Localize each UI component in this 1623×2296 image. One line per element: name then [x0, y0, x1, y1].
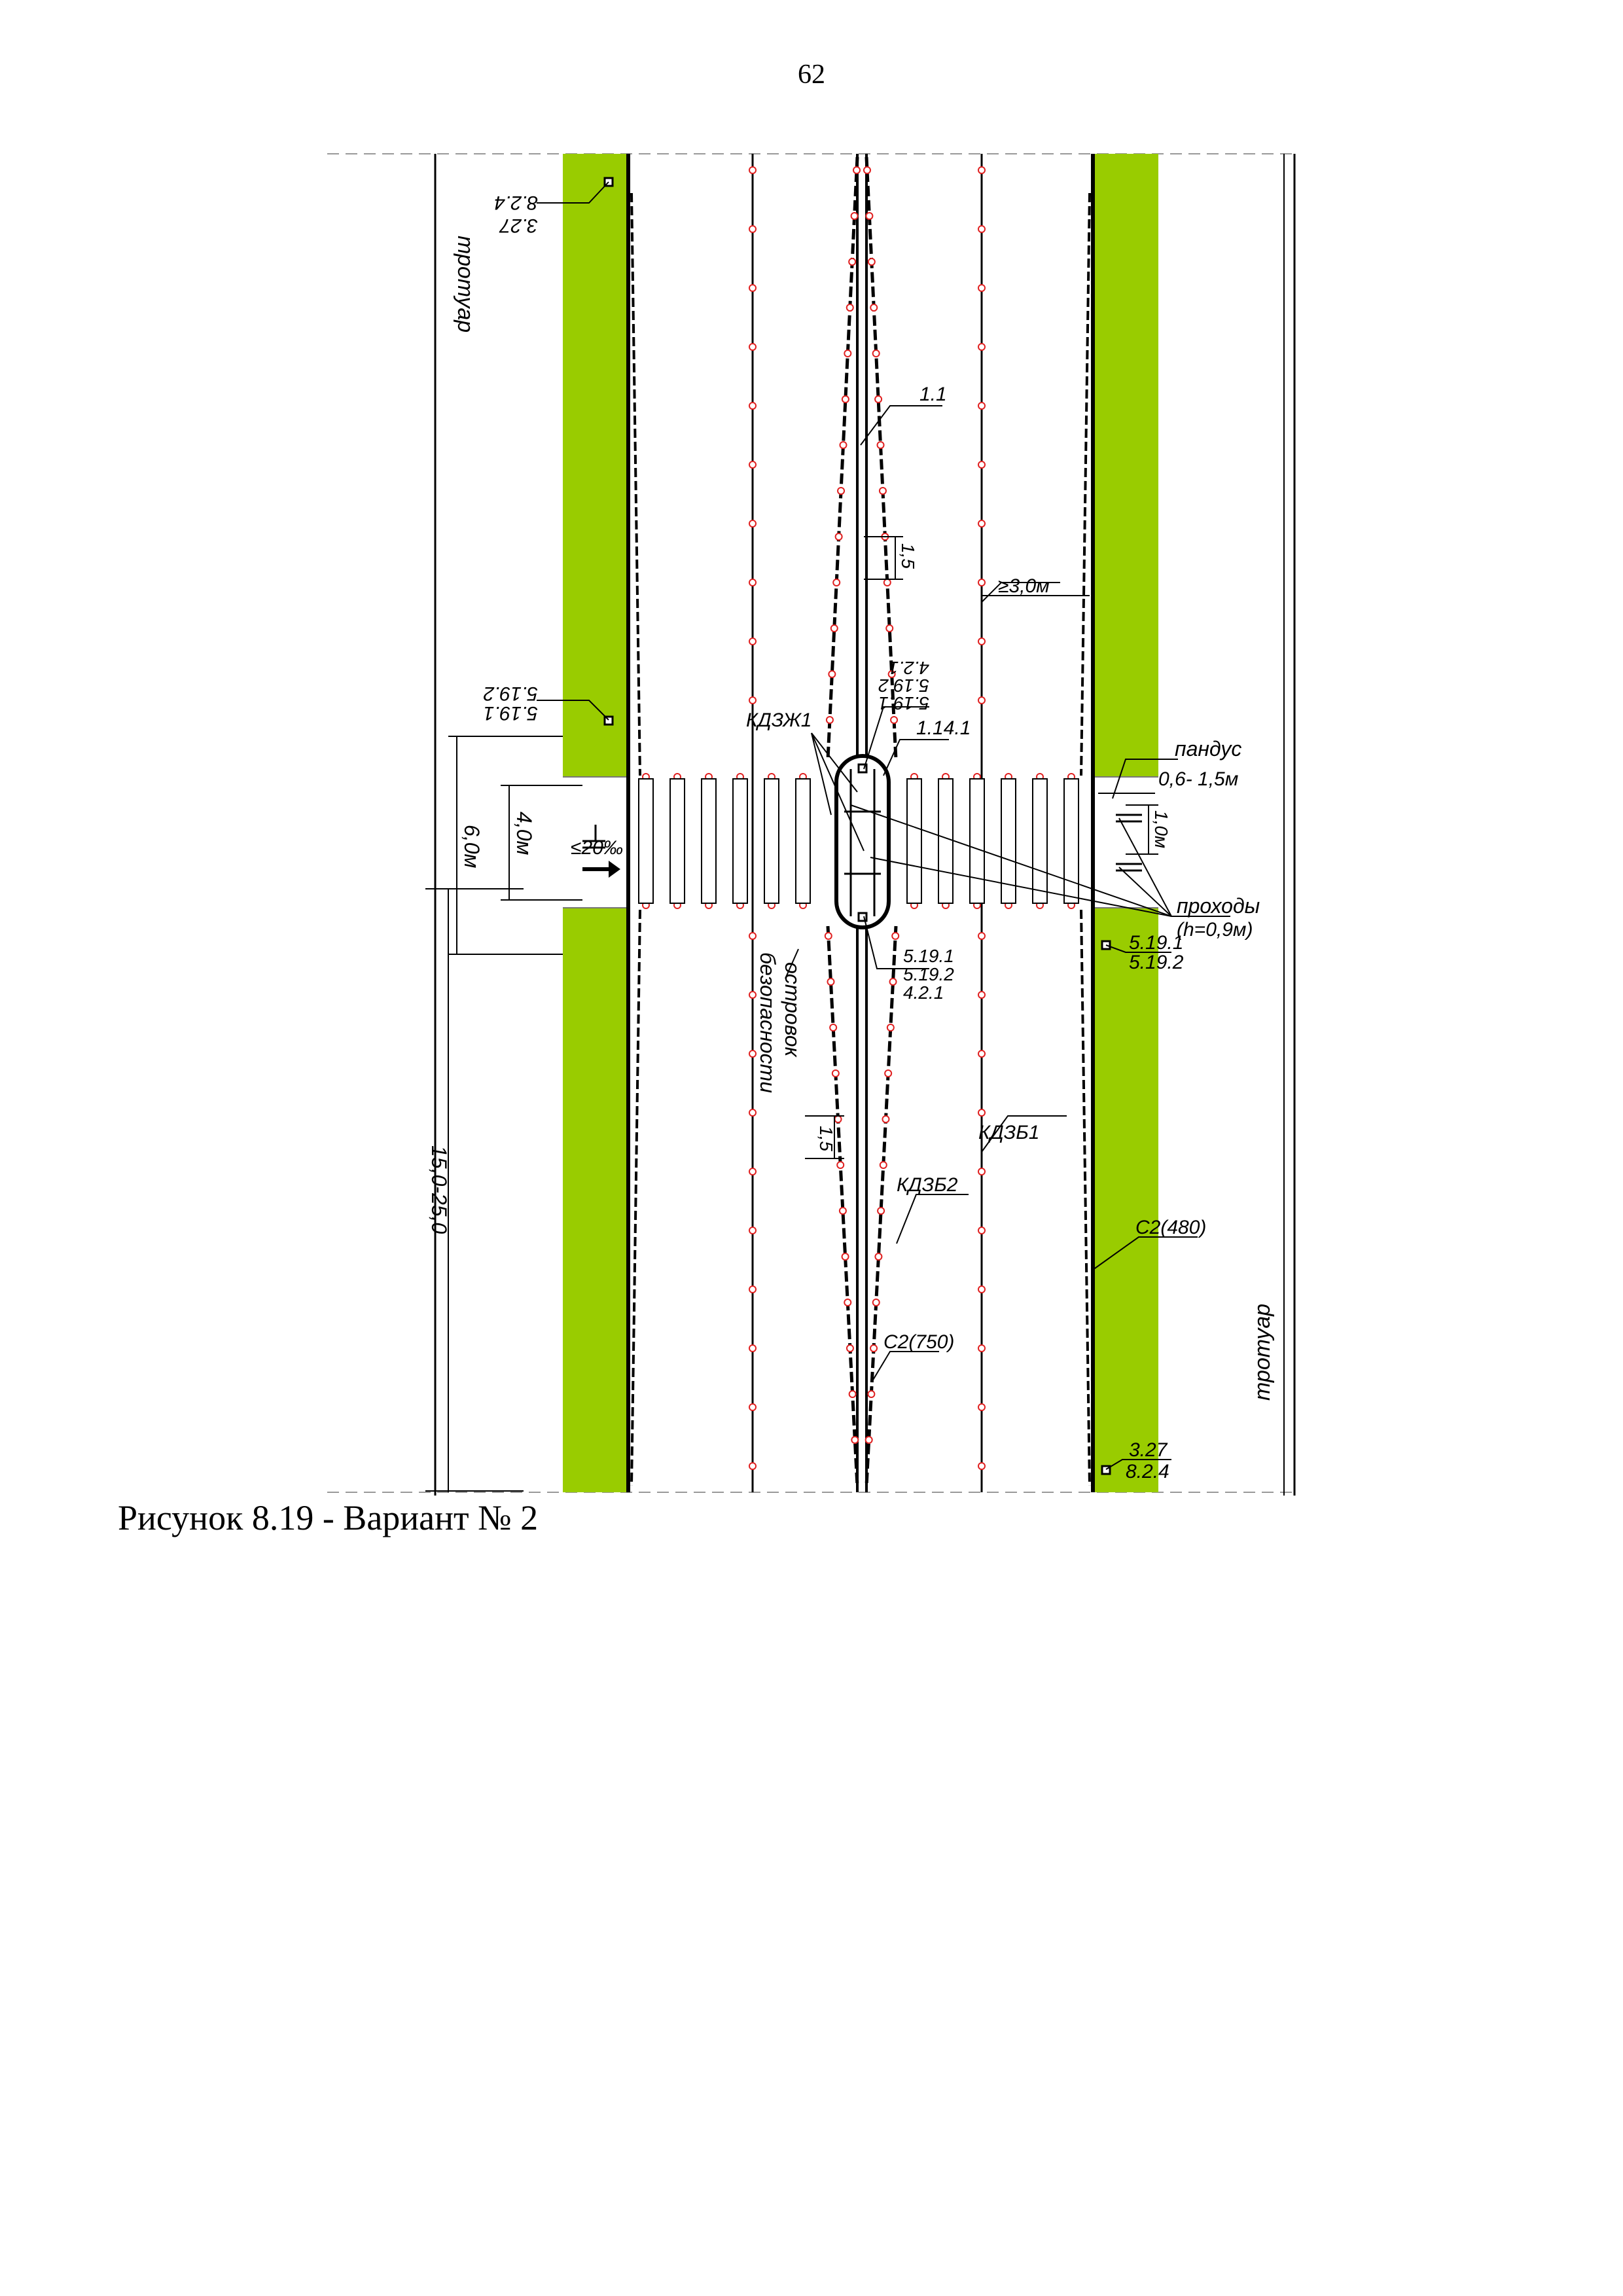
reflector-dot	[978, 1404, 985, 1410]
left-verge-top	[563, 154, 628, 777]
reflector-dot	[749, 992, 756, 998]
figure-caption: Рисунок 8.19 - Вариант № 2	[118, 1498, 539, 1537]
reflector-dot	[838, 488, 844, 494]
crosswalk-diagram	[327, 131, 1309, 1505]
reflector-dot	[978, 344, 985, 350]
reflector-dot	[978, 226, 985, 232]
island-bottom-3: 4.2.1	[903, 982, 944, 1003]
zebra-stripe	[670, 779, 685, 903]
reflector-dot	[749, 579, 756, 586]
reflector-dot	[853, 167, 860, 173]
dim-3m-label: ≥3,0м	[998, 575, 1050, 597]
reflector-dot	[978, 167, 985, 173]
reflector-dot	[749, 1050, 756, 1057]
sign-left-2: 5.19.2	[483, 683, 538, 704]
reflector-dot	[880, 1162, 887, 1168]
reflector-dot	[833, 579, 840, 586]
island-bottom-1: 5.19.1	[903, 946, 954, 966]
reflector-dot	[847, 304, 853, 311]
reflector-dot	[978, 403, 985, 409]
reflector-dot	[749, 520, 756, 527]
right-taper-line	[1081, 193, 1090, 1486]
island-top-2: 5.19.2	[878, 675, 929, 696]
reflector-dot	[878, 442, 884, 448]
sign-top-left-2: 8.2.4	[494, 192, 538, 213]
island-bottom-2: 5.19.2	[903, 964, 954, 984]
reflector-dot	[978, 579, 985, 586]
reflector-dot	[749, 1168, 756, 1175]
reflector-dot	[749, 461, 756, 468]
reflector-dot	[842, 1253, 849, 1260]
passages-h-label: (h=0,9м)	[1177, 919, 1253, 941]
zebra-stripe	[1064, 779, 1079, 903]
reflector-dot	[870, 1345, 877, 1352]
c2-750-label: С2(750)	[883, 1331, 955, 1353]
dim-6m-label: 6,0м	[460, 825, 484, 869]
reflector-dot	[840, 442, 846, 448]
reflector-dot	[873, 350, 880, 357]
reflector-dot	[884, 579, 891, 586]
dim-ramp-label: 0,6- 1,5м	[1158, 768, 1239, 790]
sidewalk-left-label: тротуар	[453, 236, 478, 333]
reflector-dot	[749, 933, 756, 939]
reflector-dot	[831, 625, 838, 632]
reflector-dot	[866, 1437, 872, 1443]
sign-left-1: 5.19.1	[483, 702, 538, 724]
kdzh1-label: КДЗЖ1	[746, 709, 812, 731]
island-label: островок	[781, 962, 804, 1057]
reflector-dot	[978, 1345, 985, 1352]
reflector-dot	[749, 167, 756, 173]
reflector-dot	[978, 1227, 985, 1234]
reflector-dot	[892, 933, 899, 939]
reflector-dot	[891, 717, 897, 723]
reflector-dot	[878, 1208, 884, 1214]
safety-island	[836, 756, 889, 927]
dim-4m-label: 4,0м	[512, 812, 536, 855]
zebra-stripe	[938, 779, 953, 903]
reflector-dot	[827, 978, 834, 985]
slope-label: ≤20‰	[571, 837, 623, 859]
zebra-stripe	[1033, 779, 1047, 903]
zebra-stripe	[702, 779, 716, 903]
reflector-dot	[849, 259, 855, 265]
passages-label: проходы	[1177, 894, 1260, 918]
kdzb1-label: КДЗБ1	[978, 1122, 1040, 1143]
reflector-dot	[749, 638, 756, 645]
right-verge-top	[1093, 154, 1158, 777]
sign-right-2: 5.19.2	[1129, 952, 1184, 973]
dim-1m-label: 1,0м	[1151, 810, 1171, 849]
reflector-dot	[827, 717, 833, 723]
reflector-dot	[978, 1109, 985, 1116]
page-number: 62	[798, 60, 825, 90]
reflector-dot	[844, 350, 851, 357]
dim-1-5-top: 1,5	[898, 543, 918, 569]
sidewalk-right-label: тротуар	[1250, 1303, 1275, 1401]
reflector-dot	[978, 992, 985, 998]
sign-bottom-right-2: 8.2.4	[1126, 1461, 1169, 1482]
sign-bottom-right-1: 3.27	[1129, 1439, 1168, 1461]
ramp-label: пандус	[1175, 737, 1242, 761]
reflector-dot	[849, 1391, 856, 1397]
reflector-dot	[749, 1463, 756, 1469]
reflector-dot	[835, 1116, 842, 1122]
zebra-stripe	[796, 779, 810, 903]
sign-top-left-1: 3.27	[499, 215, 538, 236]
right-passage-marks	[1116, 815, 1142, 870]
reflector-dot	[847, 1345, 853, 1352]
kdzb2-label: КДЗБ2	[897, 1174, 958, 1196]
reflector-dot	[851, 213, 858, 219]
slope-arrow	[582, 861, 620, 878]
marking-1-1-label: 1.1	[919, 384, 947, 405]
reflector-dot	[885, 1070, 891, 1077]
dim-1-5-bottom: 1,5	[816, 1126, 836, 1151]
reflector-dot	[873, 1299, 880, 1306]
reflector-dot	[830, 1024, 836, 1031]
reflector-dot	[875, 396, 882, 403]
reflector-dot	[978, 1286, 985, 1293]
right-verge-bottom	[1093, 908, 1158, 1492]
reflector-dot	[842, 396, 849, 403]
reflector-dot	[749, 403, 756, 409]
zebra-stripe	[907, 779, 921, 903]
reflector-dot	[866, 213, 872, 219]
reflector-dot	[882, 1116, 889, 1122]
reflector-dot	[749, 1286, 756, 1293]
reflector-dot	[749, 285, 756, 291]
reflector-dot	[837, 1162, 844, 1168]
zebra-stripe	[970, 779, 984, 903]
zebra-stripe	[733, 779, 747, 903]
dim-15-25-label: 15,0-25,0	[427, 1145, 451, 1234]
reflector-dot	[978, 285, 985, 291]
reflector-dot	[749, 344, 756, 350]
reflector-dot	[836, 533, 842, 540]
reflector-dot	[978, 1168, 985, 1175]
reflector-dot	[749, 1404, 756, 1410]
reflector-dot	[851, 1437, 858, 1443]
reflector-dot	[749, 1109, 756, 1116]
reflector-dot	[829, 671, 835, 677]
c2-480-label: С2(480)	[1135, 1217, 1207, 1238]
reflector-dot	[864, 167, 870, 173]
reflector-dot	[890, 978, 897, 985]
reflector-dot	[868, 1391, 874, 1397]
reflector-dot	[978, 1463, 985, 1469]
reflector-dot	[832, 1070, 839, 1077]
reflector-dot	[978, 638, 985, 645]
reflector-dot	[978, 697, 985, 704]
zebra-stripe	[764, 779, 779, 903]
island-top-3: 4.2.1	[888, 658, 929, 678]
left-verge-bottom	[563, 908, 628, 1492]
reflector-dot	[978, 461, 985, 468]
reflector-dot	[749, 1227, 756, 1234]
island-top-1: 5.19.1	[878, 693, 929, 713]
reflector-dot	[749, 226, 756, 232]
reflector-dot	[844, 1299, 851, 1306]
reflector-dot	[887, 1024, 894, 1031]
marking-1-14-1-label: 1.14.1	[916, 717, 971, 739]
sign-right-1: 5.19.1	[1129, 932, 1184, 954]
island-label-2: безопасности	[756, 952, 779, 1094]
reflector-dot	[840, 1208, 846, 1214]
reflector-dot	[978, 933, 985, 939]
reflector-dot	[870, 304, 877, 311]
reflector-dot	[978, 520, 985, 527]
reflector-dot	[749, 697, 756, 704]
reflector-dot	[886, 625, 893, 632]
reflector-dot	[875, 1253, 882, 1260]
zebra-stripe	[639, 779, 653, 903]
reflector-dot	[978, 1050, 985, 1057]
reflector-dot	[749, 1345, 756, 1352]
reflector-dot	[880, 488, 886, 494]
reflector-dot	[825, 933, 832, 939]
reflector-dot	[868, 259, 875, 265]
